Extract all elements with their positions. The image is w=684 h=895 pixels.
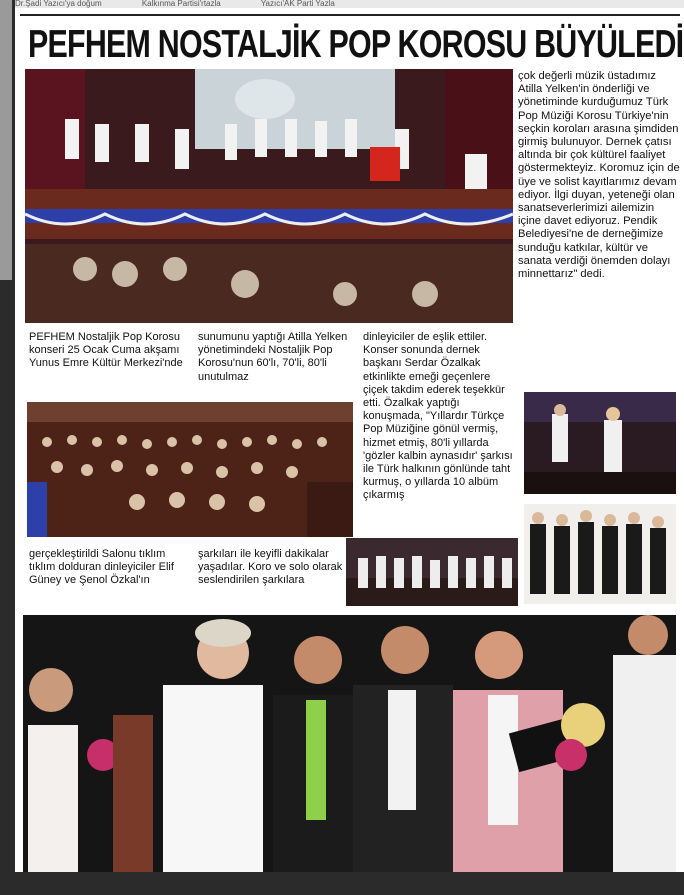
page-bottom-border	[15, 872, 684, 895]
award-photo	[23, 615, 676, 872]
right-column-text: çok değerli müzik üstadımız Atilla Yelken'in önderliği ve yönetiminde kurduğumuz Türk Pop Müziği Korosu Türkiye'nin seçkin koroları arasına şimdiden girmiş bulunuyor. Dernek çatısı altında bir çok kültürel faaliyet göstermekteyiz. Koromuz için de üye ve solist kayıtlarımız devam ediyor. İlgi duyan, yeteneği olan sanatseverlerimizi ailemizin içine davet ediyoruz. Pendik Belediyesi'ne de derneğimize sunduğu katkılar, kültür ve sanata verdiği önemden dolayı minnettarız" dedi.	[518, 70, 680, 281]
headline: PEFHEM NOSTALJİK POP KOROSU BÜYÜLEDİ	[28, 23, 684, 66]
article-col1-top: PEFHEM Nostaljik Pop Korosu konseri 25 Ocak Cuma akşamı Yunus Emre Kültür Merkezi'nde	[29, 331, 183, 370]
stage-photo	[25, 69, 513, 323]
header-item: Dr.Şadi Yazıcı'ya doğum	[15, 0, 102, 8]
choir-photo	[524, 504, 676, 604]
newspaper-page	[15, 0, 684, 895]
group-photo	[346, 538, 518, 606]
side-panel-tab	[0, 0, 12, 280]
header-item: Yazıcı'AK Parti Yazla	[260, 0, 335, 8]
article-col1-bottom: gerçekleştirildi Salonu tıklım tıklım dolduran dinleyiciler Elif Güney ve Şenol Özkal'ın	[29, 548, 174, 587]
article-col2-top: sunumunu yaptığı Atilla Yelken yönetimindeki Nostaljik Pop Korosu'nun 60'lı, 70'li, 80'li unutulmaz	[198, 331, 348, 383]
singer-photo	[524, 392, 676, 494]
article-col2-bottom: şarkıları ile keyifli dakikalar yaşadılar. Koro ve solo olarak seslendirilen şarkılara	[198, 548, 343, 587]
header-rule	[20, 14, 680, 16]
header-item: Kalkınma Partisi'rtazla	[141, 0, 221, 8]
article-col3-text: dinleyiciler de eşlik ettiler. Konser sonunda dernek başkanı Serdar Özalkak etkinlikte emeği geçenlere çiçek takdim ederek teşekkür etti. Özalkak yaptığı konuşmada, "Yıllardır Türkçe Pop Müziğine gönül vermiş, hizmet etmiş, 80'li yıllarda 'gözler kalbin aynasıdır' şarkısı ile Türk halkının gönlünde taht kurmuş, o yıllarda 10 albüm çıkarmış	[363, 331, 513, 502]
audience-photo	[27, 402, 353, 537]
header-strip	[15, 0, 684, 8]
